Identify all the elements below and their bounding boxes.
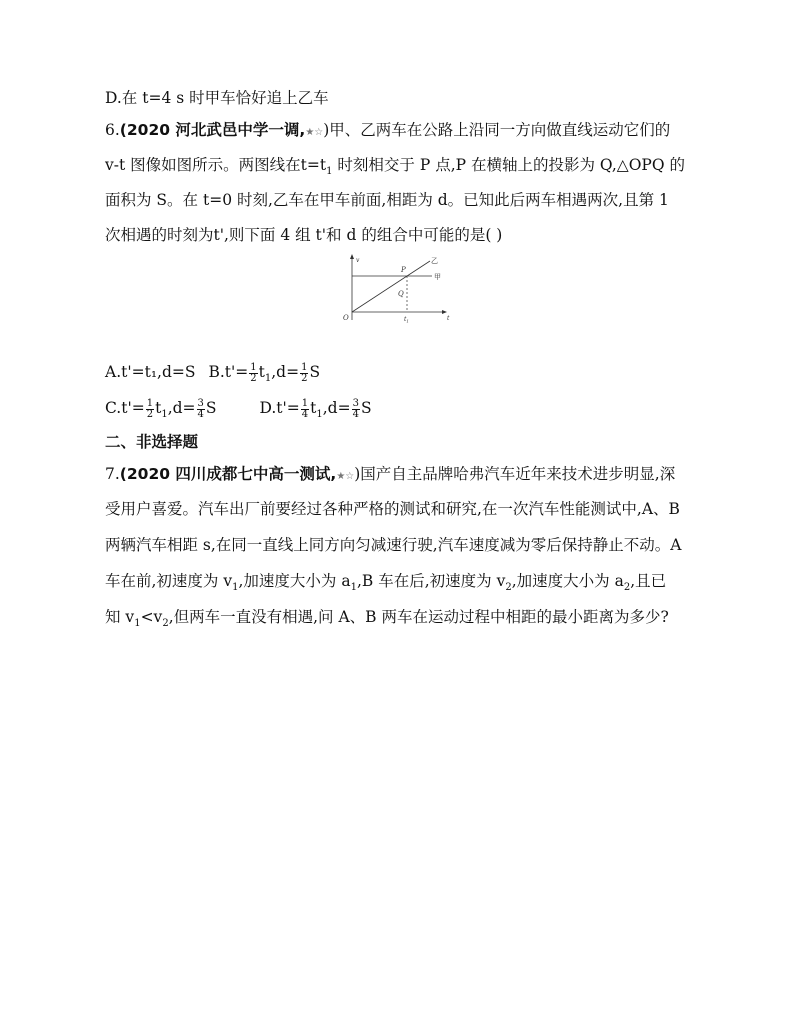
yi-label: 乙 <box>431 257 438 265</box>
fraction: $\frac{3}{4}$ <box>352 397 359 420</box>
t-axis-arrow-icon <box>442 310 447 314</box>
t-axis-label: t <box>447 315 450 322</box>
option-c: C.t'= $\frac{1}{2}$ $t_1,d=$ $\frac{3}{4}$ S <box>105 397 217 421</box>
q7-source: (2020 四川成都七中高一测试, <box>119 465 337 483</box>
q6-options-ab <box>105 362 320 389</box>
q7-line-2: 受用户喜爱。汽车出厂前要经过各种严格的测试和研究,在一次汽车性能测试中,A、B <box>105 500 680 518</box>
q6-line-3: 面积为 S。在 t=0 时刻,乙车在甲车前面,相距为 d。已知此后两车相遇两次,且第 1 <box>105 191 669 209</box>
q7-line-5: 知 $v_1<v_2$,但两车一直没有相遇,问 A、B 两车在运动过程中相距的最小距离为多少? <box>105 608 669 630</box>
q6-options-cd <box>105 398 372 425</box>
v-axis-label: v <box>356 257 360 264</box>
section-title: 二、非选择题 <box>105 433 199 451</box>
q5-option-d: D.在 t=4 s 时甲车恰好追上乙车 <box>105 89 329 107</box>
q6-source: (2020 河北武邑中学一调, <box>119 121 306 139</box>
fraction: $\frac{1}{2}$ <box>301 361 308 384</box>
option-a: A.t'=t₁,d=S <box>105 363 196 381</box>
point-p-label: P <box>401 266 406 274</box>
yi-line <box>352 261 430 312</box>
q6-line-1: 6.(2020 河北武邑中学一调,★☆)甲、乙两车在公路上沿同一方向做直线运动它们的 <box>105 121 671 139</box>
origin-label: O <box>343 314 349 322</box>
q6-line-4: 次相遇的时刻为t',则下面 4 组 t'和 d 的组合中可能的是( ) <box>105 226 503 244</box>
difficulty-stars: ★☆ <box>305 127 324 138</box>
fraction: $\frac{1}{2}$ <box>146 397 154 420</box>
jia-label: 甲 <box>434 273 441 281</box>
q6-line-2: v-t 图像如图所示。两图线在$t=t_1$ 时刻相交于 P 点,P 在横轴上的投影为 Q,△OPQ 的 <box>105 156 685 178</box>
point-q-label: Q <box>398 290 404 298</box>
v-axis-arrow-icon <box>350 254 354 259</box>
difficulty-stars: ★☆ <box>336 471 355 482</box>
fraction: $\frac{1}{2}$ <box>250 361 257 384</box>
q7-line-4: 车在前,初速度为 $v_1$,加速度大小为 $a_1,B$ 车在后,初速度为 $v_2$,加速度大小为 $a_2$,且已 <box>105 572 667 594</box>
option-b: B.t'= $\frac{1}{2}$ $t_1,d=$ $\frac{1}{2}$ S <box>208 361 321 385</box>
fraction: $\frac{3}{4}$ <box>197 397 204 420</box>
vt-graph-figure <box>340 252 455 330</box>
q7-line-3: 两辆汽车相距 s,在同一直线上同方向匀减速行驶,汽车速度减为零后保持静止不动。A <box>105 536 682 554</box>
tick-t1-label: $t_1$ <box>404 316 409 324</box>
fraction: $\frac{1}{4}$ <box>301 397 309 420</box>
option-d: D.t'= $\frac{1}{4}$ $t_1,d=$ $\frac{3}{4}$ S <box>259 397 372 421</box>
q7-line-1: 7.(2020 四川成都七中高一测试,★☆)国产自主品牌哈弗汽车近年来技术进步明显,深 <box>105 465 676 483</box>
